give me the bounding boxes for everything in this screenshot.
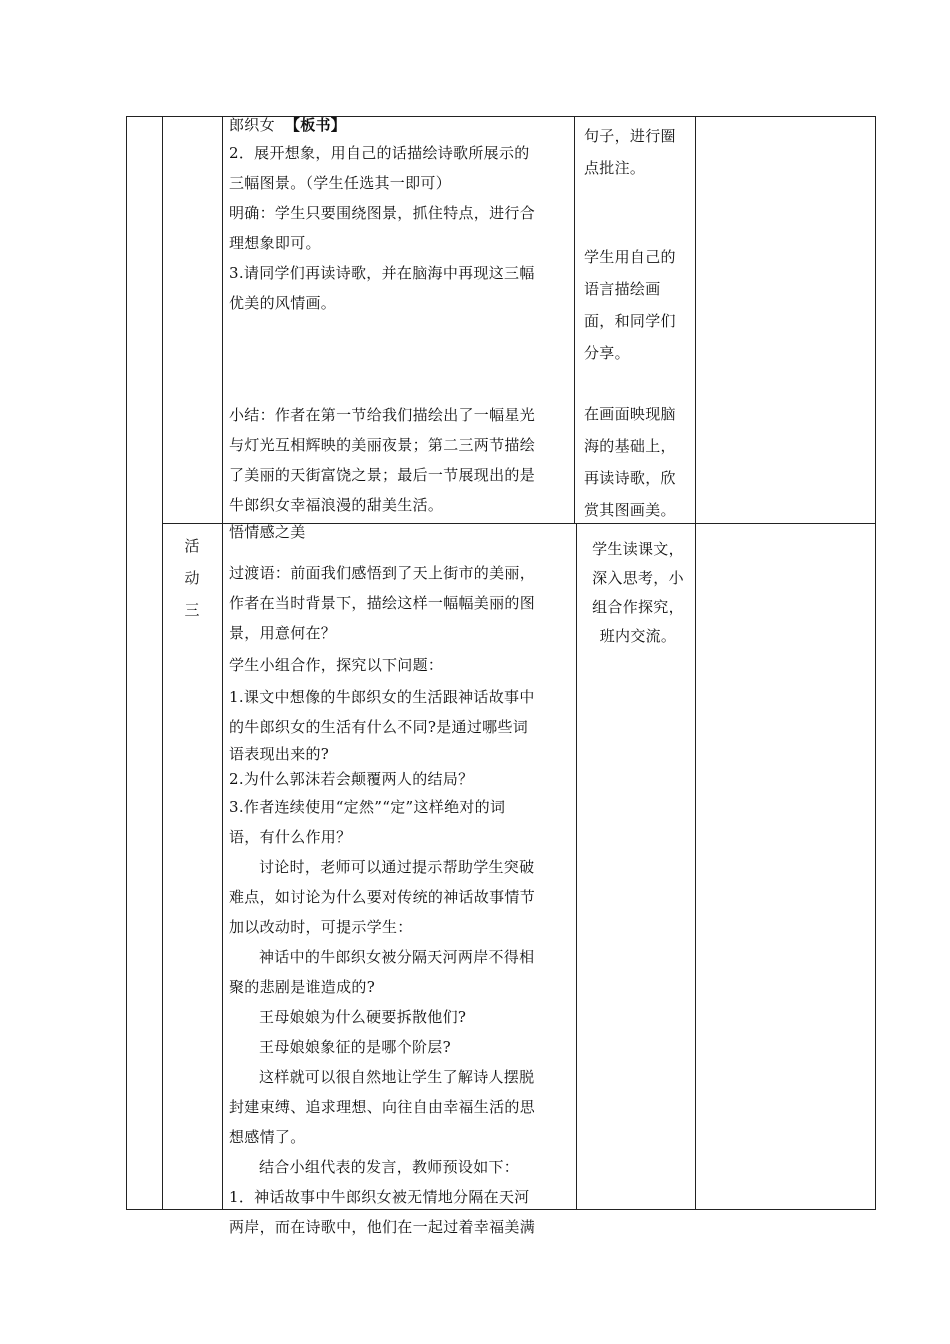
text-line: 小结：作者在第一节给我们描绘出了一幅星光 xyxy=(229,406,536,424)
text-line: 1．神话故事中牛郎织女被无情地分隔在天河 xyxy=(229,1188,530,1206)
text-line: 聚的悲剧是谁造成的? xyxy=(229,978,376,996)
activity-label xyxy=(162,530,222,626)
label-char: 活 xyxy=(184,537,200,555)
text-line: 郎织女 【板书】 xyxy=(229,116,347,134)
text-line: 作者在当时背景下，描绘这样一幅幅美丽的图 xyxy=(229,594,536,612)
text-line: 难点，如讨论为什么要对传统的神话故事情节 xyxy=(229,888,536,906)
text-line: 优美的风情画。 xyxy=(229,294,337,312)
text-line: 神话中的牛郎织女被分隔天河两岸不得相 xyxy=(259,948,535,966)
text-line: 想感情了。 xyxy=(229,1128,306,1146)
text-line: 学生读课文， xyxy=(592,540,684,558)
text-line: 封建束缚、追求理想、向往自由幸福生活的思 xyxy=(229,1098,536,1116)
text-line: 再读诗歌，欣 xyxy=(584,469,676,487)
row1-summary xyxy=(229,400,535,520)
text-line: 王母娘娘为什么硬要拆散他们? xyxy=(259,1008,467,1026)
text-line: 加以改动时，可提示学生： xyxy=(229,918,413,936)
text-line: 深入思考，小 xyxy=(592,569,684,587)
column-line-3-upper xyxy=(574,116,575,524)
text-line: 海的基础上， xyxy=(584,437,676,455)
text-line: 王母娘娘象征的是哪个阶层? xyxy=(259,1038,451,1056)
text-line: 与灯光互相辉映的美丽夜景；第二三两节描绘 xyxy=(229,436,536,454)
board-tag: 【板书】 xyxy=(284,116,347,134)
text-line: 3.作者连续使用“定然”“定”这样绝对的词 xyxy=(229,798,506,816)
text-line: 在画面映现脑 xyxy=(584,405,676,423)
text-line: 1.课文中想像的牛郎织女的生活跟神话故事中 xyxy=(229,688,535,706)
text-line: 两岸，而在诗歌中，他们在一起过着幸福美满 xyxy=(229,1218,536,1236)
text-line: 3.请同学们再读诗歌，并在脑海中再现这三幅 xyxy=(229,264,535,282)
text-line: 语，有什么作用？ xyxy=(229,828,352,846)
text-line: 结合小组代表的发言，教师预设如下： xyxy=(259,1158,520,1176)
text-line: 牛郎织女幸福浪漫的甜美生活。 xyxy=(229,496,444,514)
row2-teacher-cell xyxy=(229,518,535,1242)
text-line: 三幅图景。（学生任选其一即可） xyxy=(229,174,452,192)
text-line: 2．展开想象，用自己的话描绘诗歌所展示的 xyxy=(229,144,530,162)
text-line: 了美丽的天街富饶之景；最后一节展现出的是 xyxy=(229,466,536,484)
column-line-4 xyxy=(695,116,696,1210)
text-line: 语言描绘画 xyxy=(584,280,661,298)
text-line: 明确：学生只要围绕图景，抓住特点，进行合 xyxy=(229,204,536,222)
text-line: 句子，进行圈 xyxy=(584,127,676,145)
section-title: 悟情感之美 xyxy=(229,523,306,541)
column-line-2 xyxy=(222,116,223,1210)
text-line: 讨论时，老师可以通过提示帮助学生突破 xyxy=(259,858,535,876)
text-line: 语表现出来的? xyxy=(229,745,330,763)
text-line: 过渡语：前面我们感悟到了天上街市的美丽， xyxy=(229,564,536,582)
text-line: 面，和同学们 xyxy=(584,312,676,330)
text-line: 2.为什么郭沫若会颠覆两人的结局？ xyxy=(229,770,474,788)
text-line: 景，用意何在？ xyxy=(229,624,337,642)
text-line: 分享。 xyxy=(584,344,630,362)
column-line-3-lower xyxy=(576,523,577,1210)
row1-teacher-cell xyxy=(229,112,535,318)
text-line: 组合作探究， xyxy=(592,598,684,616)
label-char: 三 xyxy=(184,601,200,619)
text-line: 赏其图画美。 xyxy=(584,501,676,519)
text-line: 的牛郎织女的生活有什么不同?是通过哪些词 xyxy=(229,718,529,736)
label-char: 动 xyxy=(184,569,200,587)
text-line: 这样就可以很自然地让学生了解诗人摆脱 xyxy=(259,1068,535,1086)
text-line: 理想象即可。 xyxy=(229,234,321,252)
row2-student-cell xyxy=(586,535,690,651)
text-line: 班内交流。 xyxy=(599,627,677,645)
text-line: 点批注。 xyxy=(584,159,646,177)
column-line-1 xyxy=(162,116,163,1210)
row1-student-group2 xyxy=(584,241,676,369)
table-right-border xyxy=(875,116,876,1210)
text-line: 学生用自己的 xyxy=(584,248,676,266)
row1-student-group3 xyxy=(584,398,676,526)
text-line: 学生小组合作，探究以下问题： xyxy=(229,656,444,674)
table-left-border xyxy=(126,116,127,1210)
row1-student-group1 xyxy=(584,120,676,184)
